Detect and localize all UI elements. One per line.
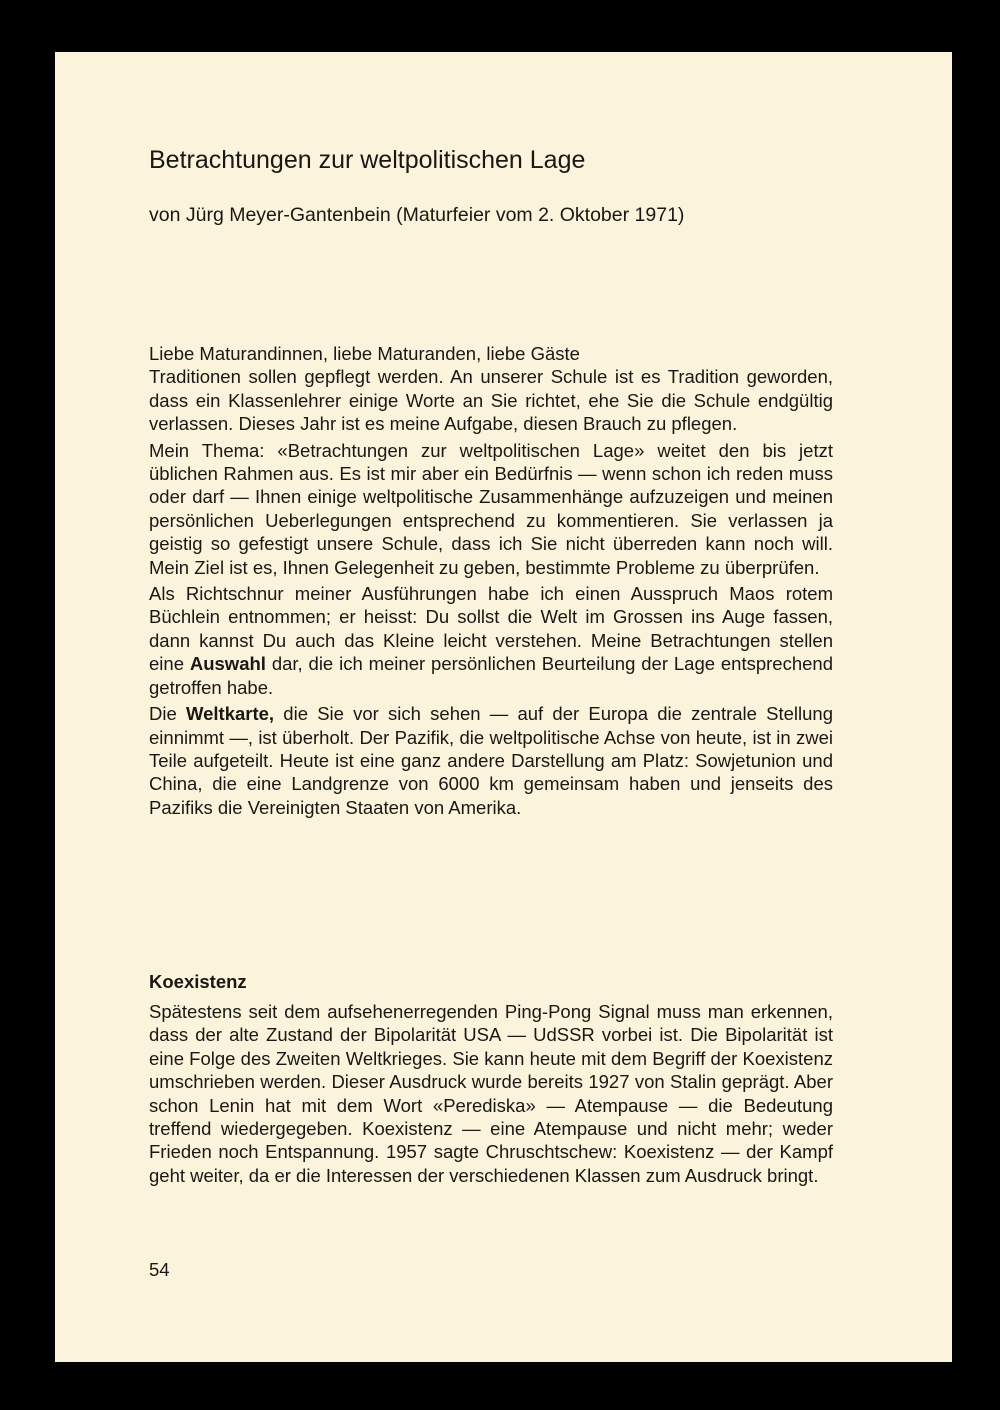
- page-number: 54: [149, 1259, 170, 1280]
- paragraph-3-text-b: dar, die ich meiner persönlichen Beurteilung der Lage entsprechend getroffen habe.: [149, 653, 833, 698]
- section-heading-koexistenz: Koexistenz: [149, 971, 247, 992]
- paragraph-1: Traditionen sollen gepflegt werden. An unserer Schule ist es Tradition geworden, dass ein Klassenlehrer einige Worte an Sie richtet, ehe Sie die Schule endgültig verlassen. Dieses Jahr ist es meine Aufgabe, diesen Brauch zu pflegen.: [149, 366, 833, 435]
- paragraph-5: Spätestens seit dem aufsehenerregenden Ping-Pong Signal muss man erkennen, dass der alte Zustand der Bipolarität USA — UdSSR vorbei ist. Die Bipolarität ist eine Folge des Zweiten Weltkrieges. Sie kann heute mit dem Begriff der Koexistenz umschrieben werden. Dieser Ausdruck wurde bereits 1927 von Stalin geprägt. Aber schon Lenin hat mit dem Wort «Perediska» — Atempause — die Bedeutung treffend wiedergegeben. Koexistenz — eine Atempause und nicht mehr; weder Frieden noch Entspannung. 1957 sagte Chruschtschew: Koexistenz — der Kampf geht weiter, da er die Interessen der verschiedenen Klassen zum Ausdruck bringt.: [149, 1001, 833, 1186]
- paragraph-3-text-a: Als Richtschnur meiner Ausführungen habe ich einen Ausspruch Maos rotem Büchlein entnommen; er heisst: Du sollst die Welt im Grossen ins Auge fassen, dann kannst Du auch das Kleine leicht verstehen. Meine Betrachtungen stellen eine: [149, 583, 833, 675]
- bold-weltkarte: Weltkarte,: [185, 703, 275, 725]
- page-title: Betrachtungen zur weltpolitischen Lage: [149, 146, 586, 174]
- bold-auswahl: Auswahl: [189, 653, 266, 675]
- paragraph-3: [149, 582, 833, 699]
- paragraph-2: Mein Thema: «Betrachtungen zur weltpolitischen Lage» weitet den bis jetzt üblichen Rahmen aus. Es ist mir aber ein Bedürfnis — wenn schon ich reden muss oder darf — Ihnen einige weltpolitische Zusammenhänge aufzuzeigen und meinen persönlichen Ueberlegungen entsprechend zu kommentieren. Sie verlassen ja geistig so gefestigt unsere Schule, dass ich Sie nicht überreden kann noch will. Mein Ziel ist es, Ihnen Gelegenheit zu geben, bestimmte Probleme zu überprüfen.: [149, 439, 833, 578]
- salutation: Liebe Maturandinnen, liebe Maturanden, liebe Gäste: [149, 343, 580, 364]
- paragraph-4-text-a: Die: [149, 703, 177, 725]
- scanned-page: [55, 52, 952, 1362]
- body-text: [149, 342, 833, 822]
- author-line: von Jürg Meyer-Gantenbein (Maturfeier vom 2. Oktober 1971): [149, 204, 685, 226]
- paragraph-4-text-b: die Sie vor sich sehen — auf der Europa die zentrale Stellung einnimmt —, ist überholt. Der Pazifik, die weltpolitische Achse von heute, ist in zwei Teile aufgeteilt. Heute ist eine ganz andere Darstellung am Platz: Sowjetunion und China, die eine Landgrenze von 6000 km gemeinsam haben und jenseits des Pazifiks die Vereinigten Staaten von Amerika.: [149, 703, 834, 818]
- paragraph-4: [149, 702, 833, 819]
